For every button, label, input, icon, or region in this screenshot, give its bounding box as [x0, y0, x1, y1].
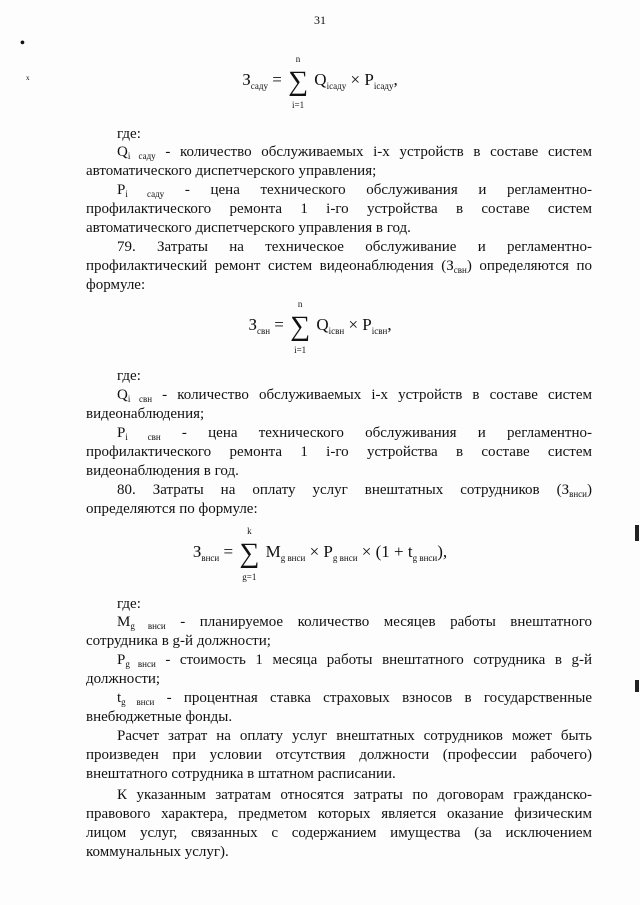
scan-mark: ₓ — [26, 68, 30, 82]
def-line: видеонаблюдения; — [86, 406, 205, 422]
paragraph-text: лицом услуг, связанных с содержанием имущества (за исключением — [86, 825, 592, 841]
paragraph-79: формуле: — [86, 277, 146, 293]
paragraph-text: внештатного сотрудника в штатном расписании. — [86, 766, 396, 782]
paragraph-79: профилактический ремонт систем видеонаблюдения $(З_{свн})$ определяются по — [86, 258, 592, 275]
def-line: $M_{g внси}$ - планируемое количество месяцев работы внештатного — [117, 614, 592, 631]
where-label: где: — [117, 126, 141, 142]
page-number: 31 — [314, 13, 326, 27]
def-line: сотрудника в g-й должности; — [86, 633, 271, 649]
paragraph-80: определяются по формуле: — [86, 501, 258, 517]
def-line: $t_{g внси}$ - процентная ставка страховых взносов в государственные — [117, 690, 592, 707]
sum-symbol: ∑ n i=1 — [288, 54, 309, 110]
paragraph-text: правового характера, предметом которых является оказание физическим — [86, 806, 592, 822]
paragraph-text: произведен при условии отсутствия должности (профессии рабочего) — [86, 747, 592, 763]
def-line: видеонаблюдения в год. — [86, 463, 239, 479]
def-line: внебюджетные фонды. — [86, 709, 233, 725]
sum-symbol: ∑ k g=1 — [239, 526, 260, 582]
def-line: профилактического ремонта 1 i-го устройства в составе систем — [86, 444, 592, 460]
paragraph-text: коммунальных услуг). — [86, 844, 229, 860]
where-label: где: — [117, 596, 141, 612]
def-line: должности; — [86, 671, 161, 687]
def-line: $P_{g внси}$ - стоимость 1 месяца работы внештатного сотрудника в g-й — [117, 652, 592, 669]
formula-vnsi: $З_{внси}$ = ∑ k g=1 $M_{g внси} \times P_{g внси} \times (1 + t_{g внси})$, — [192, 526, 448, 582]
paragraph-79: 79. Затраты на техническое обслуживание и регламентно- — [117, 239, 592, 255]
scan-edge-mark — [635, 680, 639, 692]
def-line: автоматического диспетчерского управления в год. — [86, 220, 411, 236]
paragraph-text: К указанным затратам относятся затраты по договорам гражданско- — [117, 787, 592, 803]
def-line: $P_{i саду}$ - цена технического обслуживания и регламентно- — [117, 182, 592, 199]
where-label: где: — [117, 368, 141, 384]
def-line: автоматического диспетчерского управления; — [86, 163, 377, 179]
scan-mark: • — [20, 36, 25, 51]
sum-symbol: ∑ n i=1 — [290, 299, 311, 355]
def-line: $P_{i свн}$ - цена технического обслуживания и регламентно- — [117, 425, 593, 442]
def-line: $Q_{i саду}$ - количество обслуживаемых i-х устройств в составе систем — [117, 144, 593, 161]
def-line: $Q_{i свн}$ - количество обслуживаемых i-х устройств в составе систем — [117, 387, 593, 404]
paragraph-text: Расчет затрат на оплату услуг внештатных сотрудников может быть — [117, 728, 592, 744]
formula-svn: $З_{свн}$ = ∑ n i=1 $Q_{iсвн} \times P_{iсвн}$, — [248, 299, 392, 355]
def-line: профилактического ремонта 1 i-го устройства в составе систем — [86, 201, 592, 217]
formula-sadu: $З_{саду}$ = ∑ n i=1 $Q_{iсаду} \times P_{iсаду}$, — [242, 54, 398, 110]
paragraph-80: 80. Затраты на оплату услуг внештатных сотрудников $(З_{внси})$ — [117, 482, 592, 499]
